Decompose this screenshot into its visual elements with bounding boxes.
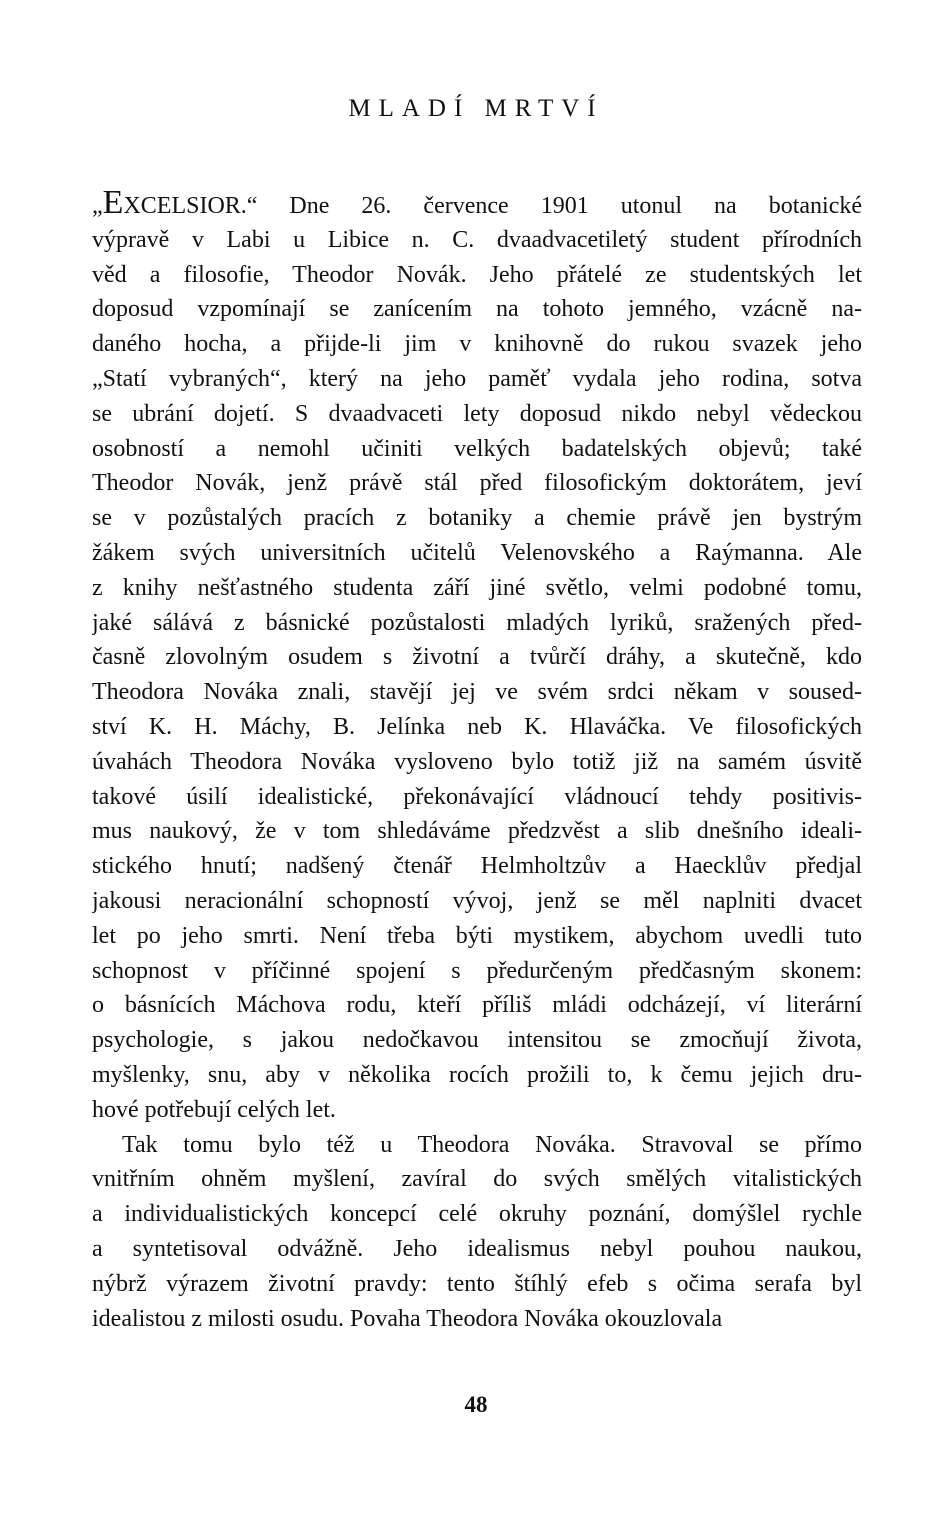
text-line: a individualistických koncepcí celé okruhy poznání, domýšlel rychle — [92, 1201, 862, 1228]
text-line: stického hnutí; nadšený čtenář Helmholtzův a Haecklův předjal — [92, 853, 862, 880]
text-line: Tak tomu bylo též u Theodora Nováka. Stravoval se přímo — [122, 1131, 862, 1158]
text-line: doposud vzpomínají se zanícením na tohoto jemného, vzácně na- — [92, 296, 862, 323]
text-line: o básnících Máchova rodu, kteří příliš mládi odcházejí, ví literární — [92, 992, 862, 1019]
text-line: mus naukový, že v tom shledáváme předzvěst a slib dnešního ideali- — [92, 818, 862, 845]
drop-cap: E — [102, 188, 124, 221]
paragraph-1-lines — [92, 223, 862, 1128]
text-line: myšlenky, snu, aby v několika rocích prožili to, k čemu jejich dru- — [92, 1061, 862, 1088]
first-line-text: XCELSIOR.“ Dne 26. července 1901 utonul na botanické — [123, 193, 862, 219]
text-line: úvahách Theodora Nováka vysloveno bylo totiž již na samém úsvitě — [92, 748, 862, 775]
text-line: „Statí vybraných“, který na jeho paměť vydala jeho rodina, sotva — [92, 365, 862, 392]
text-line: osobností a nemohl učiniti velkých badatelských objevů; také — [92, 435, 862, 462]
text-line: ství K. H. Máchy, B. Jelínka neb K. Hlaváčka. Ve filosofických — [92, 713, 862, 740]
paragraph-2-lines — [92, 1128, 862, 1337]
body-text — [92, 188, 862, 1336]
text-line: a syntetisoval odvážně. Jeho idealismus nebyl pouhou naukou, — [92, 1235, 862, 1262]
text-line: daného hocha, a přijde-li jim v knihovně do rukou svazek jeho — [92, 331, 862, 358]
text-line: jaké sálává z básnické pozůstalosti mladých lyriků, sražených před- — [92, 609, 862, 636]
page-number: 48 — [464, 1392, 488, 1417]
text-line: takové úsilí idealistické, překonávající vládnoucí tehdy positivis- — [92, 783, 862, 810]
text-line: Theodora Nováka znali, stavějí jej ve svém srdci někam v soused- — [92, 679, 862, 706]
text-line: výpravě v Labi u Libice n. C. dvaadvacetiletý student přírodních — [92, 226, 862, 253]
text-line: Theodor Novák, jenž právě stál před filosofickým doktorátem, jeví — [92, 470, 862, 497]
text-line: vnitřním ohněm myšlení, zavíral do svých smělých vitalistických — [92, 1166, 862, 1193]
text-line: hové potřebují celých let. — [92, 1096, 336, 1123]
text-line: idealistou z milosti osudu. Povaha Theodora Nováka okouzlovala — [92, 1305, 723, 1332]
text-line: žákem svých universitních učitelů Velenovského a Raýmanna. Ale — [92, 539, 862, 566]
text-line: schopnost v příčinné spojení s předurčeným předčasným skonem: — [92, 957, 862, 984]
text-line: let po jeho smrti. Není třeba býti mystikem, abychom uvedli tuto — [92, 922, 862, 949]
opening-quote: „ — [92, 193, 103, 219]
text-line: jakousi neracionální schopností vývoj, jenž se měl naplniti dvacet — [92, 887, 862, 914]
text-line: se ubrání dojetí. S dvaadvaceti lety doposud nikdo nebyl vědeckou — [92, 400, 862, 427]
paragraph-2 — [92, 1128, 862, 1337]
text-line: nýbrž výrazem životní pravdy: tento štíhlý efeb s očima serafa byl — [92, 1270, 862, 1297]
text-line: z knihy nešťastného studenta září jiné světlo, velmi podobné tomu, — [92, 574, 862, 601]
running-title: MLADÍ MRTVÍ — [348, 95, 604, 122]
text-line: se v pozůstalých pracích z botaniky a chemie právě jen bystrým — [92, 505, 862, 532]
first-line — [92, 188, 862, 223]
text-line: psychologie, s jakou nedočkavou intensitou se zmocňují života, — [92, 1027, 862, 1054]
paragraph-1 — [92, 188, 862, 1128]
text-line: časně zlovolným osudem s životní a tvůrčí dráhy, a skutečně, kdo — [92, 644, 862, 671]
text-line: věd a filosofie, Theodor Novák. Jeho přátelé ze studentských let — [92, 261, 862, 288]
